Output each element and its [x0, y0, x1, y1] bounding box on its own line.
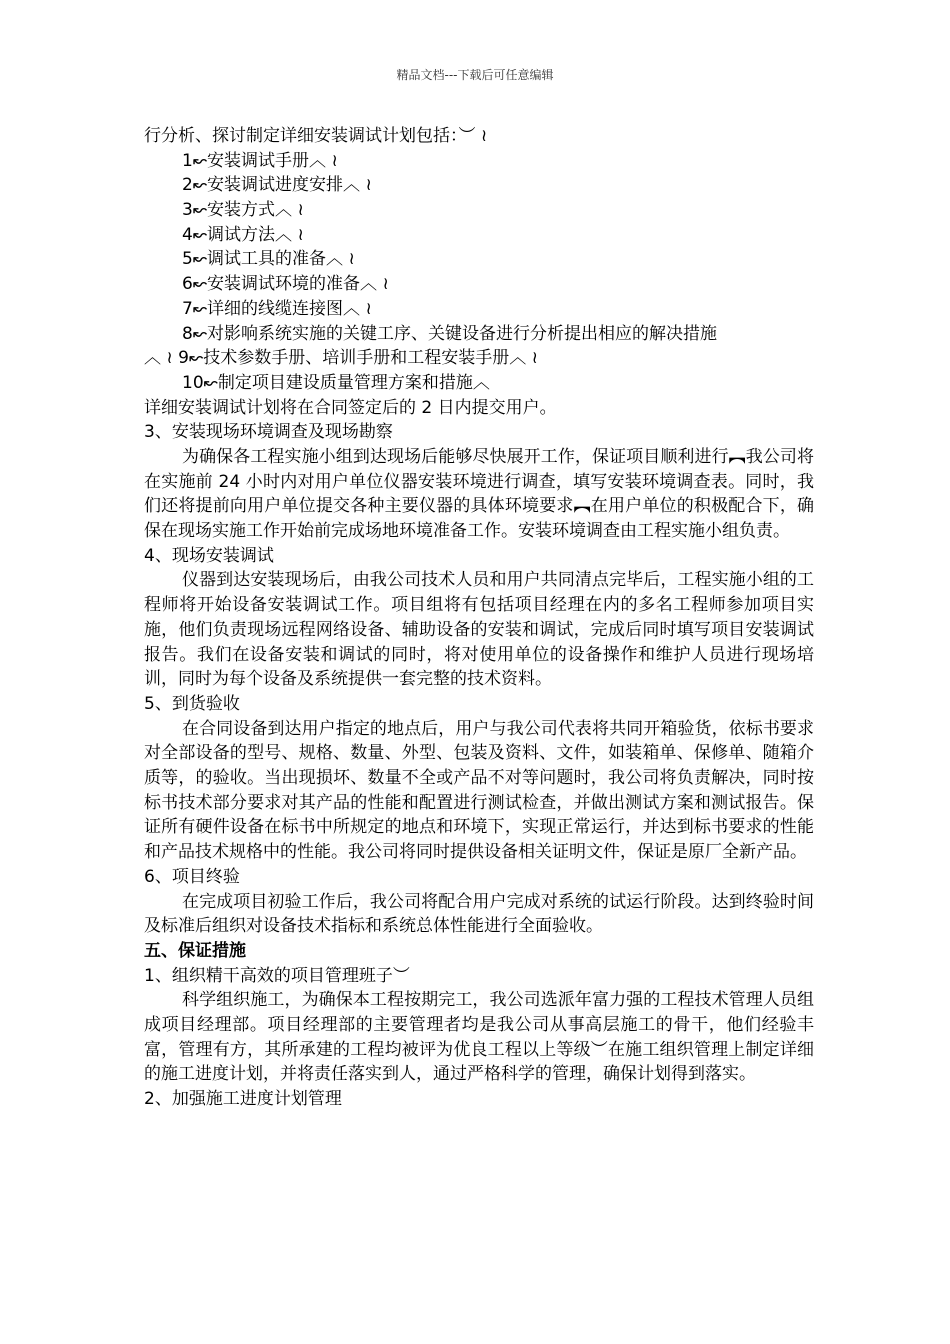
intro-line: 行分析、探讨制定详细安装调试计划包括：︶ ≀: [144, 126, 488, 146]
section-paragraph: 仪器到达安装现场后，由我公司技术人员和用户共同清点完毕后，工程实施小组的工程师将开始设备安装调试工作。项目组将有包括项目经理在内的多名工程师参加项目实施，他们负责现场远程网络设备、辅助设备的安装和调试，完成后同时填写项目安装调试报告。我们在设备安装和调试的同时，将对使用单位的设备操作和维护人员进行现场培训，同时为每个设备及系统提供一套完整的技术资料。: [144, 570, 814, 690]
section-paragraph: 为确保各工程实施小组到达现场后能够尽快展开工作，保证项目顺利进行︻我公司将在实施前 24 小时内对用户单位仪器安装环境进行调查，填写安装环境调查表。同时，我们还将提前向用户单位提交各种主要仪器的具体环境要求︻在用户单位的积极配合下，确保在现场实施工作开始前完成场地环境准备工作。安装环境调查由工程实施小组负责。: [144, 446, 814, 542]
list-item: 6↜安装调试环境的准备︿ ≀: [182, 274, 389, 295]
document-body: [144, 124, 814, 1112]
list-item: 10↜制定项目建设质量管理方案和措施︿: [182, 372, 490, 393]
section-heading: 5、到货验收: [144, 693, 240, 714]
section-heading: 6、项目终验: [144, 866, 240, 887]
list-item: 3↜安装方式︿ ≀: [182, 200, 304, 221]
chapter-heading: 五、保证措施: [144, 940, 246, 961]
section-heading: 1、组织精干高效的项目管理班子︶: [144, 965, 410, 986]
section-heading: 2、加强施工进度计划管理: [144, 1089, 342, 1110]
plan-submit-text: 详细安装调试计划将在合同签定后的 2 日内提交用户。: [144, 397, 557, 418]
list-item: 2↜安装调试进度安排︿ ≀: [182, 175, 372, 196]
list-item: 5↜调试工具的准备︿ ≀: [182, 249, 355, 270]
page-header: 精品文档---下载后可任意编辑: [396, 68, 554, 82]
section-paragraph: 科学组织施工，为确保本工程按期完工，我公司选派年富力强的工程技术管理人员组成项目经理部。项目经理部的主要管理者均是我公司从事高层施工的骨干，他们经验丰富，管理有方，其所承建的工程均被评为优良工程以上等级︶在施工组织管理上制定详细的施工进度计划，并将责任落实到人，通过严格科学的管理，确保计划得到落实。: [144, 990, 814, 1085]
section-paragraph: 在合同设备到达用户指定的地点后，用户与我公司代表将共同开箱验货，依标书要求对全部设备的型号、规格、数量、外型、包装及资料、文件，如装箱单、保修单、随箱介质等，的验收。当出现损坏、数量不全或产品不对等问题时，我公司将负责解决，同时按标书技术部分要求对其产品的性能和配置进行测试检查，并做出测试方案和测试报告。保证所有硬件设备在标书中所规定的地点和环境下，实现正常运行，并达到标书要求的性能和产品技术规格中的性能。我公司将同时提供设备相关证明文件，保证是原厂全新产品。: [144, 718, 814, 863]
list-item: 4↜调试方法︿ ≀: [182, 224, 304, 245]
list-item: ︿ ≀ 9↜技术参数手册、培训手册和工程安装手册︿ ≀: [144, 348, 539, 369]
section-heading: 4、现场安装调试: [144, 545, 274, 566]
section-paragraph: 在完成项目初验工作后，我公司将配合用户完成对系统的试运行阶段。达到终验时间及标准后组织对设备技术指标和系统总体性能进行全面验收。: [144, 891, 814, 937]
list-item: 7↜详细的线缆连接图︿ ≀: [182, 298, 372, 319]
list-item: 8↜对影响系统实施的关键工序、关键设备进行分析提出相应的解决措施: [182, 323, 718, 344]
list-item: 1↜安装调试手册︿ ≀: [182, 150, 338, 171]
section-heading: 3、安装现场环境调查及现场勘察: [144, 422, 393, 443]
